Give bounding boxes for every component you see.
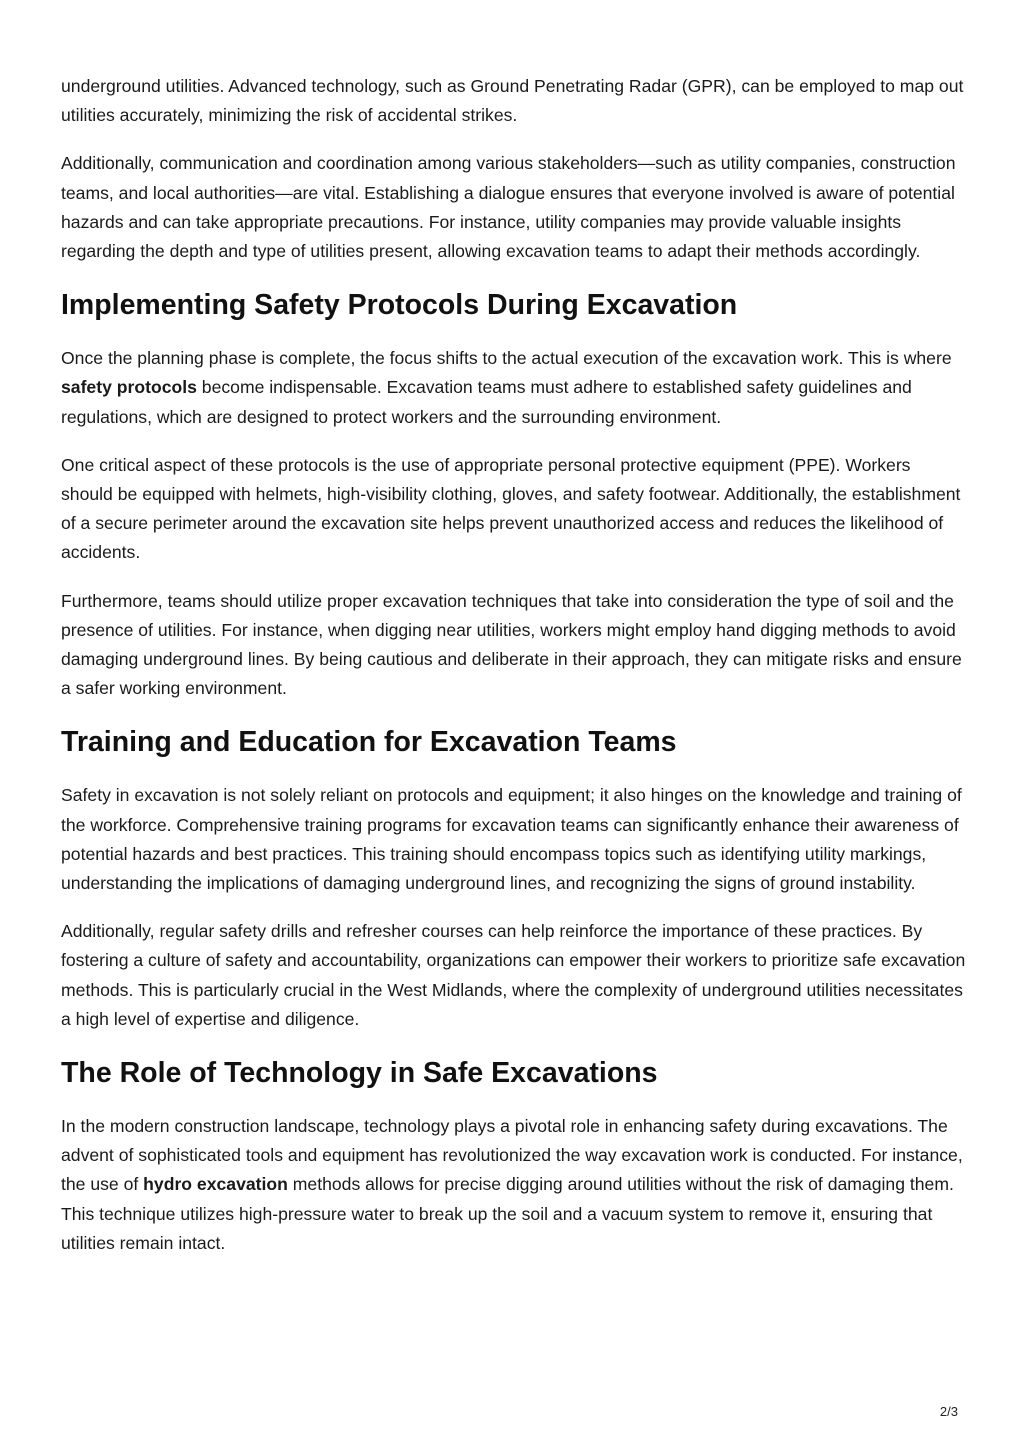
document-page [61,72,967,1277]
text-run: become indispensable. Excavation teams must adhere to established safety guidelines and regulations, which are designed to protect workers and the surrounding environment. [61,377,912,427]
paragraph: Furthermore, teams should utilize proper excavation techniques that take into consideration the type of soil and the presence of utilities. For instance, when digging near utilities, workers might employ hand digging methods to avoid damaging underground lines. By being cautious and deliberate in their approach, they can mitigate risks and ensure a safer working environment. [61,590,962,699]
paragraph: underground utilities. Advanced technology, such as Ground Penetrating Radar (GPR), can be employed to map out utilities accurately, minimizing the risk of accidental strikes. [61,76,964,126]
section-heading: Training and Education for Excavation Teams [61,726,677,759]
page-number: 2/3 [939,1404,958,1419]
paragraph: Additionally, regular safety drills and refresher courses can help reinforce the importance of these practices. By fostering a culture of safety and accountability, organizations can empower their workers to prioritize safe excavation methods. This is particularly crucial in the West Midlands, where the complexity of underground utilities necessitates a high level of expertise and diligence. [61,921,966,1029]
bold-term: hydro excavation [143,1174,288,1195]
paragraph: One critical aspect of these protocols is the use of appropriate personal protective equipment (PPE). Workers should be equipped with helmets, high-visibility clothing, gloves, and safety footwear. Additionally, the establishment of a secure perimeter around the excavation site helps prevent unauthorized access and reduces the likelihood of accidents. [61,454,961,563]
paragraph: Additionally, communication and coordination among various stakeholders—such as utility companies, construction teams, and local authorities—are vital. Establishing a dialogue ensures that everyone involved is aware of potential hazards and can take appropriate precautions. For instance, utility companies may provide valuable insights regarding the depth and type of utilities present, allowing excavation teams to adapt their methods accordingly. [61,153,956,262]
text-run: methods allows for precise digging around utilities without the risk of damaging them. This technique utilizes high-pressure water to break up the soil and a vacuum system to remove it, ensuring that utilities remain intact. [61,1174,954,1253]
section-heading: The Role of Technology in Safe Excavations [61,1057,658,1090]
paragraph: Safety in excavation is not solely reliant on protocols and equipment; it also hinges on the knowledge and training of the workforce. Comprehensive training programs for excavation teams can significantly enhance their awareness of potential hazards and best practices. This training should encompass topics such as identifying utility markings, understanding the implications of damaging underground lines, and recognizing the signs of ground instability. [61,785,962,894]
paragraph [61,1112,967,1258]
section-heading: Implementing Safety Protocols During Excavation [61,289,738,322]
bold-term: safety protocols [61,377,197,398]
paragraph [61,344,967,432]
text-run: In the modern construction landscape, technology plays a pivotal role in enhancing safety during excavations. The advent of sophisticated tools and equipment has revolutionized the way excavation work is conducted. For instance, the use of [61,1116,963,1195]
text-run: Once the planning phase is complete, the focus shifts to the actual execution of the excavation work. This is where [61,348,952,369]
